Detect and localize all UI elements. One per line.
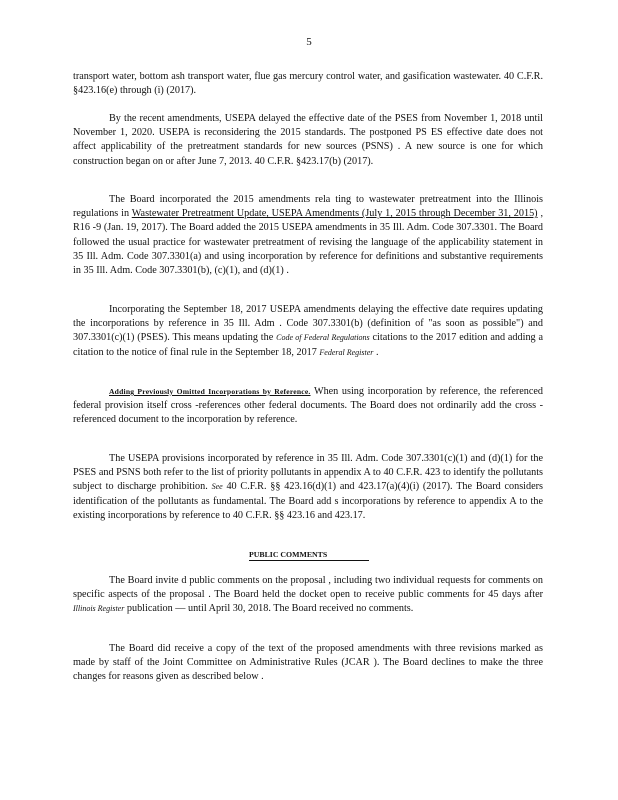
paragraph-jcar-revisions: The Board did receive a copy of the text of the proposed amendments with three revisions marked as made by staff of the Joint Committee on Administrative Rules (JCAR ). The Board declines to make the three changes for reasons given as described below . — [73, 643, 543, 683]
paragraph-effective-date: By the recent amendments, USEPA delayed the effective date of the PSES from November 1, 2018 until November 1, 2020. USEPA is reconsidering the 2015 standards. The postponed PS ES effective date does not affect applicability of the pretreatment standards for new sources (PSNS) . A new source is one for which construction began on or after June 7, 2013. 40 C.F.R. §423.17(b) (2017). — [73, 113, 543, 167]
paragraph-public-comments: The Board invite d public comments on the proposal , including two individual requests for comments on specific aspects of the proposal . The Board held the docket open to receive public comments for 45 days after Illinois Register publication — until April 30, 2018. The Board received no comments. — [73, 575, 543, 615]
inline-heading: Adding Previously Omitted Incorporations by Reference. — [109, 387, 311, 396]
paragraph-september-amendments: Incorporating the September 18, 2017 USEPA amendments delaying the effective date requires updating the incorporations by reference in 35 Ill. Adm . Code 307.3301(b) (definition of "as soon as possible") and 307.3301(c)(1) (PSES). This means updating the Code of Federal Regulations citations to the 2017 edition and adding a citation to the notice of final rule in the September 18, 2017 Federal Register . — [73, 304, 544, 358]
paragraph-2015-amendments: The Board incorporated the 2015 amendments rela ting to wastewater pretreatment into the Illinois regulations in Wastewater Pretreatment Update, USEPA Amendments (July 1, 2015 through December 31, 2015) , R16 -9 (Jan. 19, 2017). The Board added the 2015 USEPA amendments in 35 Ill. Adm. Code 307.3301. The Board followed the usual practice for wastewater pretreatment of revising the language of the applicability statement in 35 Ill. Adm. Code 307.3301(a) and using incorporation by reference for definitions and substantive requirements in 35 Ill. Adm. Code 307.3301(b), (c)(1), and (d)(1) . — [73, 194, 543, 277]
paragraph-continuation: transport water, bottom ash transport water, flue gas mercury control water, and gasification wastewater. 40 C.F.R. §423.16(e) through (i) (2017). — [73, 71, 543, 97]
page-number: 5 — [306, 36, 312, 48]
case-title-link: Wastewater Pretreatment Update, USEPA Amendments (July 1, 2015 through December 31, 2015) — [131, 208, 538, 220]
section-heading-public-comments: PUBLIC COMMENTS — [0, 550, 618, 561]
paragraph-omitted-incorporations: Adding Previously Omitted Incorporations by Reference. When using incorporation by reference, the referenced federal provision itself cross -references other federal documents. The Board does not ordinarily add the cross -referenced document to the incorporation by reference. — [73, 386, 543, 426]
paragraph-priority-pollutants: The USEPA provisions incorporated by reference in 35 Ill. Adm. Code 307.3301(c)(1) and (d)(1) for the PSES and PSNS both refer to the list of priority pollutants in appendix A to 40 C.F.R. 423 to identify the pollutants subject to discharge prohibition. See 40 C.F.R. §§ 423.16(d)(1) and 423.17(a)(4)(i) (2017). The Board considers identification of the pollutants as fundamental. The Board add s incorporations by reference to appendix A to the existing incorporations by reference to 40 C.F.R. §§ 423.16 and 423.17. — [73, 453, 543, 521]
